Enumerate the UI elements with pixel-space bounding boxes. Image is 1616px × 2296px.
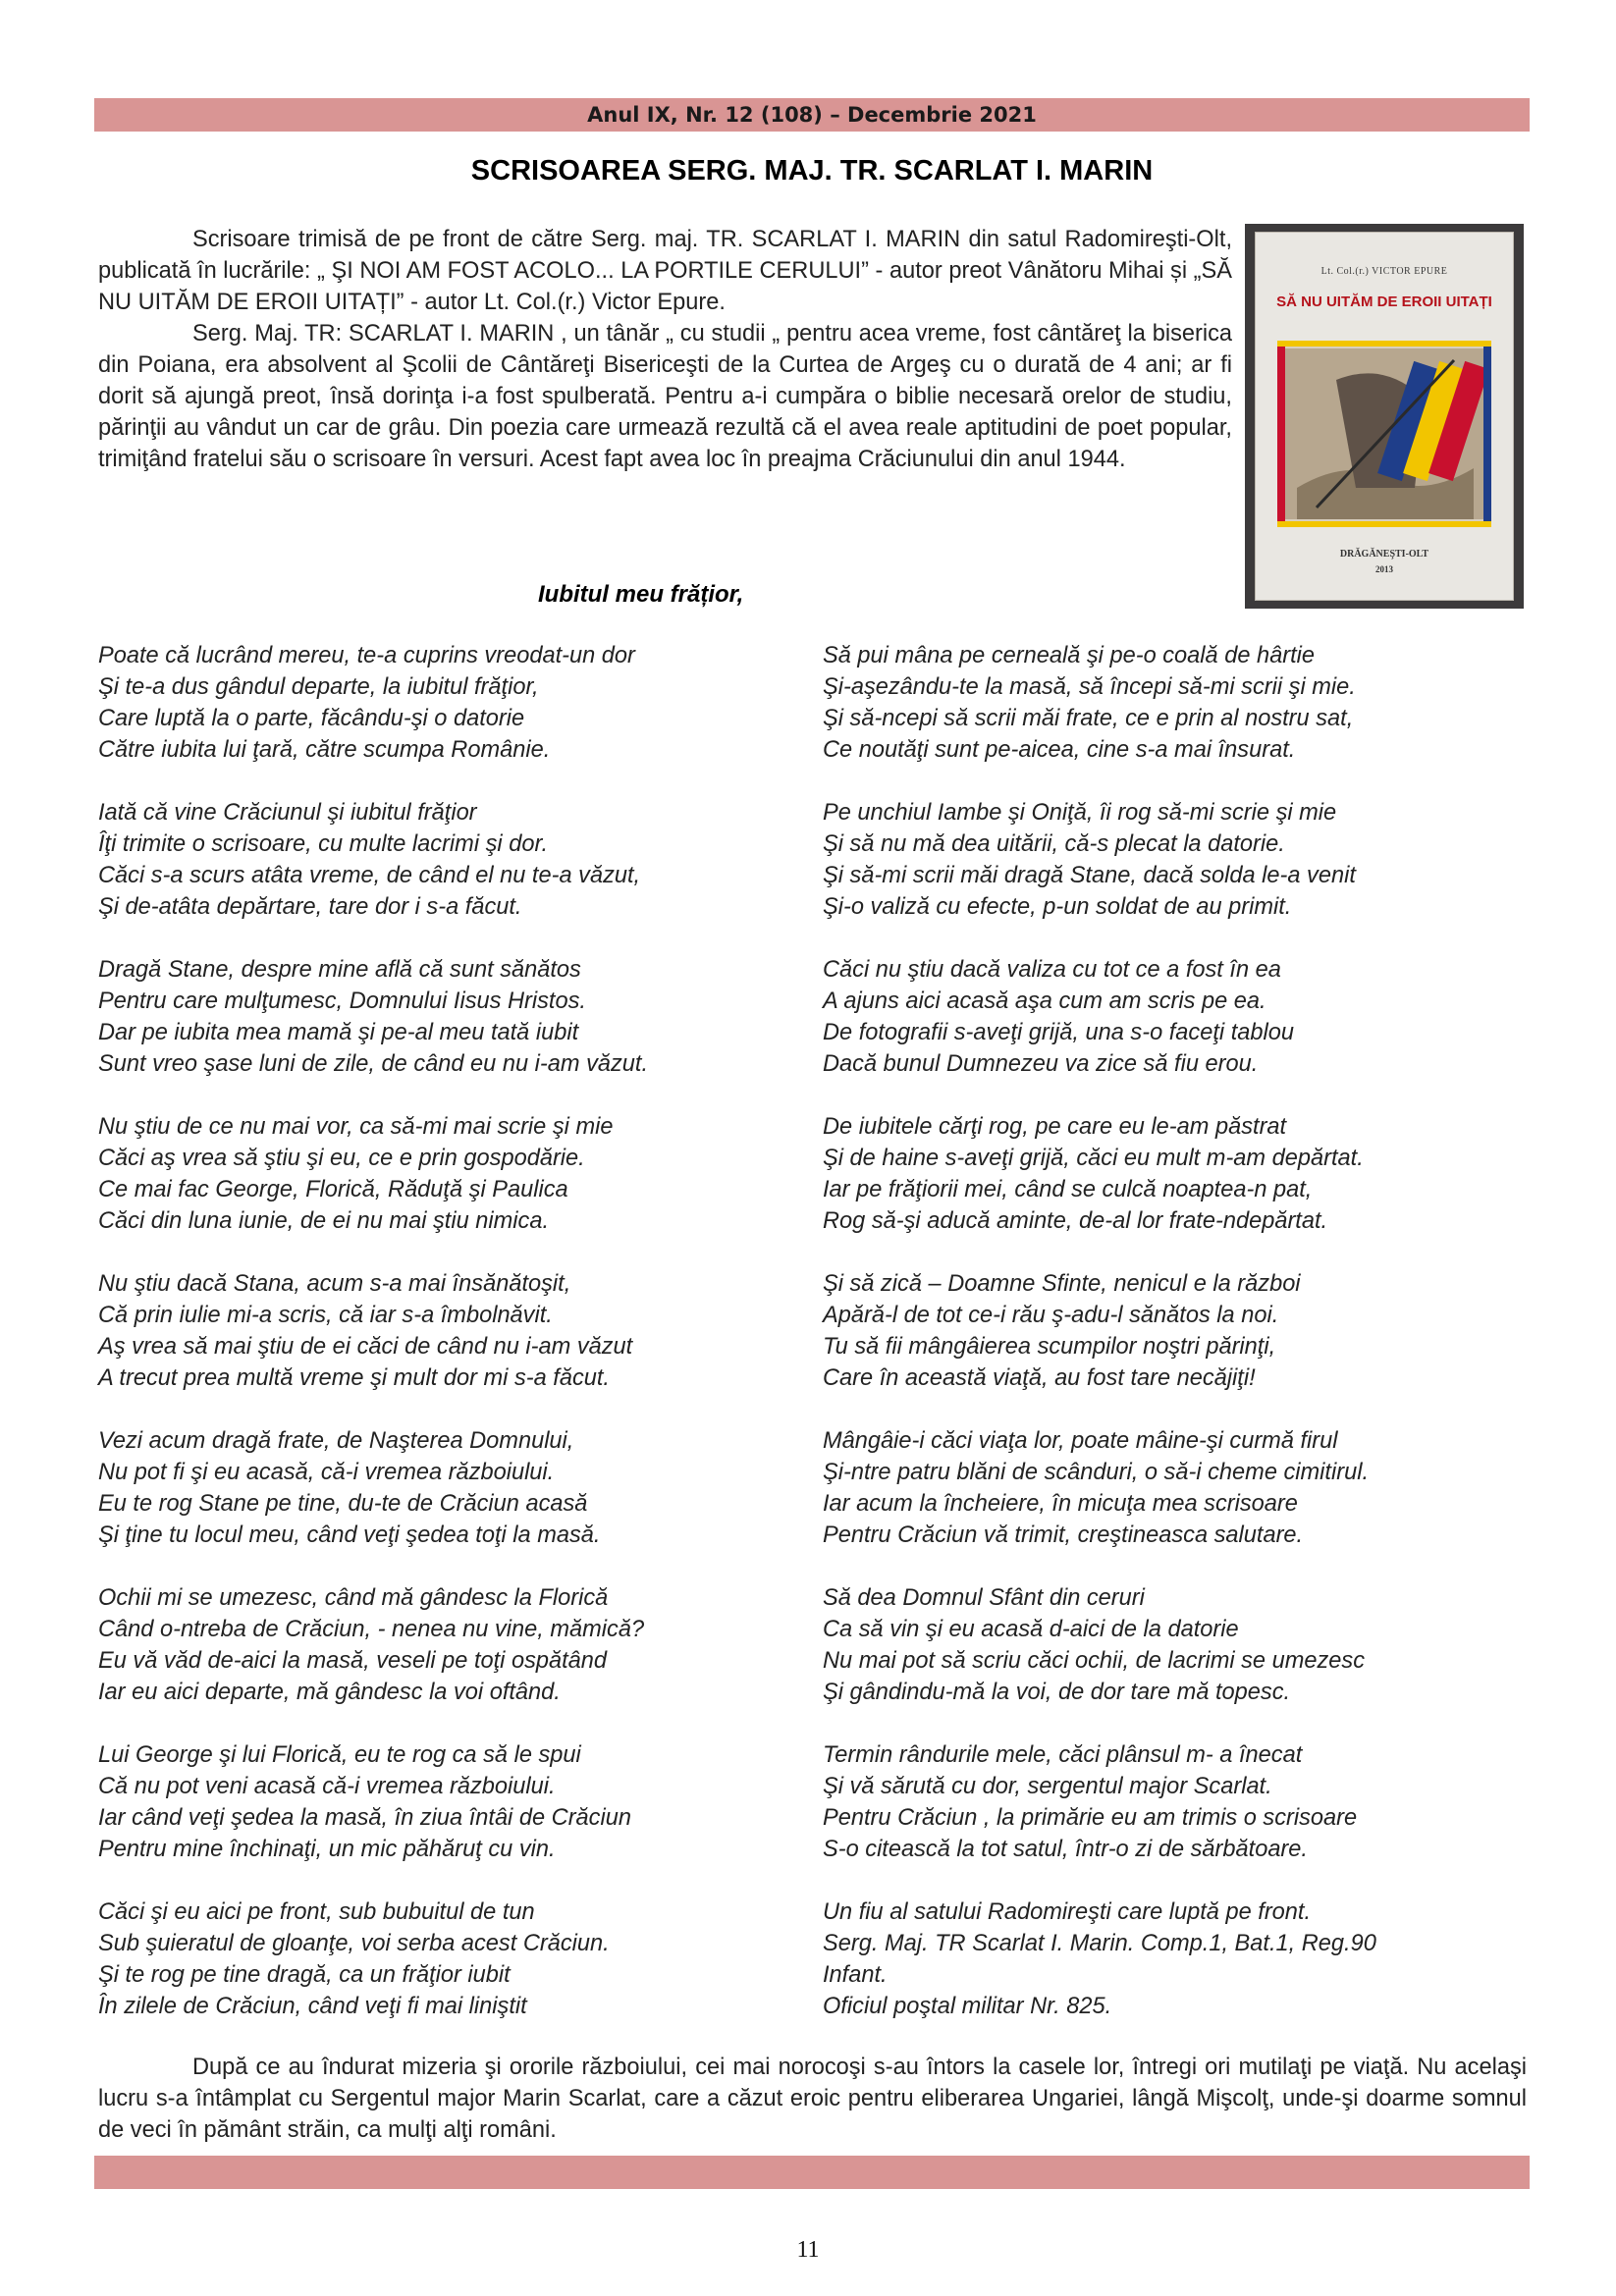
poem-line: Îţi trimite o scrisoare, cu multe lacrimi şi dor. <box>98 831 548 857</box>
poem-stanza <box>823 1425 1530 1551</box>
poem-line: Căci s-a scurs atâta vreme, de când el nu te-a văzut, <box>98 863 641 888</box>
poem-line: Nu pot fi şi eu acasă, că-i vremea războiului. <box>98 1460 555 1485</box>
closing-paragraph: După ce au îndurat mizeria şi ororile războiului, cei mai norocoşi s-au întors la casele lor, întregi ori mutilaţi pe viaţă. Nu acelaşi lucru s-a întâmplat cu Sergentul major Marin Scarlat, care a căzut eroic pentru eliberarea Ungariei, lângă Mişcolţ, unde-şi doarme somnul de veci în pământ străin, ca mulţi alţi români. <box>98 2055 1527 2143</box>
poem-line: Rog să-şi aducă aminte, de-al lor frate-ndepărtat. <box>823 1208 1328 1234</box>
poem-line: Termin rândurile mele, căci plânsul m- a înecat <box>823 1742 1303 1768</box>
poem-line: Căci şi eu aici pe front, sub bubuitul de tun <box>98 1899 535 1925</box>
poem-heading: Iubitul meu frățior, <box>538 581 744 608</box>
header-bar <box>94 98 1530 132</box>
poem-stanza <box>98 797 785 923</box>
poem-line: Pentru Crăciun vă trimit, creştineasca salutare. <box>823 1522 1304 1548</box>
poem-stanza <box>98 1896 785 2022</box>
poem-line: Sub şuieratul de gloanţe, voi serba acest Crăciun. <box>98 1931 610 1956</box>
poem-line: În zilele de Crăciun, când veţi fi mai liniştit <box>98 1994 527 2019</box>
poem-line: Pe unchiul Iambe şi Oniţă, îi rog să-mi scrie şi mie <box>823 800 1337 826</box>
poem-stanza <box>823 1111 1530 1237</box>
book-cover-image <box>1245 224 1524 609</box>
poem-line: Către iubita lui ţară, către scumpa Românie. <box>98 737 551 763</box>
poem-stanza <box>823 1896 1530 2022</box>
poem-line: Pentru Crăciun , la primărie eu am trimis o scrisoare <box>823 1805 1358 1831</box>
poem-column-right <box>823 640 1530 2054</box>
poem-line: Şi ţine tu locul meu, când veţi şedea toţi la masă. <box>98 1522 601 1548</box>
poem-line: Şi să-mi scrii măi dragă Stane, dacă solda le-a venit <box>823 863 1356 888</box>
intro-paragraph: Serg. Maj. TR: SCARLAT I. MARIN , un tânăr „ cu studii „ pentru acea vreme, fost cântăreţ la biserica din Poiana, era absolvent al Şcolii de Cântăreţi Bisericeşti de la Curtea de Argeş cu o durată de 4 ani; ar fi dorit să ajungă preot, însă dorinţa i-a fost spulberată. Pentru a-i cumpăra o biblie necesară orelor de studiu, părinţii au vândut un car de grâu. Din poezia care urmează rezultă că el avea reale aptitudini de poet popular, trimiţând fratelui său o scrisoare în versuri. Acest fapt avea loc în preajma Crăciunului din anul 1944. <box>98 321 1232 472</box>
poem-line: Iar acum la încheiere, în micuţa mea scrisoare <box>823 1491 1298 1517</box>
poem-line: Şi să zică – Doamne Sfinte, nenicul e la război <box>823 1271 1301 1297</box>
closing-text <box>98 2052 1527 2146</box>
poem-column-left <box>98 640 785 2054</box>
poem-line: Că nu pot veni acasă că-i vremea războiului. <box>98 1774 556 1799</box>
book-place: DRĂGĂNEŞTI-OLT <box>1339 549 1429 560</box>
poem-stanza <box>98 1582 785 1708</box>
poem-line: Eu te rog Stane pe tine, du-te de Crăciun acasă <box>98 1491 588 1517</box>
poem-line: De iubitele cărţi rog, pe care eu le-am păstrat <box>823 1114 1287 1140</box>
page-number: 11 <box>796 2237 820 2263</box>
poem-line: Nu ştiu dacă Stana, acum s-a mai însănătoşit, <box>98 1271 571 1297</box>
poem-line: Un fiu al satului Radomireşti care luptă pe front. <box>823 1899 1312 1925</box>
poem-stanza <box>98 1739 785 1865</box>
poem-line: Pentru care mulţumesc, Domnului Iisus Hristos. <box>98 988 586 1014</box>
poem-line: Ce mai fac George, Florică, Răduţă şi Paulica <box>98 1177 568 1202</box>
poem-line: Dacă bunul Dumnezeu va zice să fiu erou. <box>823 1051 1259 1077</box>
poem-line: Iar pe frăţiorii mei, când se culcă noaptea-n pat, <box>823 1177 1313 1202</box>
poem-line: Căci nu ştiu dacă valiza cu tot ce a fost în ea <box>823 957 1281 983</box>
poem-line: Nu ştiu de ce nu mai vor, ca să-mi mai scrie şi mie <box>98 1114 614 1140</box>
poem-line: S-o citească la tot satul, într-o zi de sărbătoare. <box>823 1837 1308 1862</box>
poem-line: Când o-ntreba de Crăciun, - nenea nu vine, mămică? <box>98 1617 645 1642</box>
poem-line: Iar când veţi şedea la masă, în ziua întâi de Crăciun <box>98 1805 631 1831</box>
poem-line: Şi gândindu-mă la voi, de dor tare mă topesc. <box>823 1680 1291 1705</box>
poem-line: Pentru mine închinaţi, un mic păhăruţ cu vin. <box>98 1837 556 1862</box>
intro-paragraph: Scrisoare trimisă de pe front de către Serg. maj. TR. SCARLAT I. MARIN din satul Radomireşti-Olt, publicată în lucrările: „ ŞI NOI AM FOST ACOLO... LA PORTILE CERULUI” - autor preot Vânătoru Mihai și „SĂ NU UITĂM DE EROII UITAȚI” - autor Lt. Col.(r.) Victor Epure. <box>98 227 1232 315</box>
poem-line: Ca să vin şi eu acasă d-aici de la datorie <box>823 1617 1239 1642</box>
poem-line: A ajuns aici acasă aşa cum am scris pe ea. <box>823 988 1266 1014</box>
poem-line: Iată că vine Crăciunul şi iubitul frăţior <box>98 800 477 826</box>
poem-line: Şi te rog pe tine dragă, ca un frăţior iubit <box>98 1962 511 1988</box>
poem-line: Şi să nu mă dea uitării, că-s plecat la datorie. <box>823 831 1285 857</box>
poem-line: De fotografii s-aveţi grijă, una s-o faceţi tablou <box>823 1020 1294 1045</box>
poem-stanza <box>823 1739 1530 1865</box>
poem-line: A trecut prea multă vreme şi mult dor mi s-a făcut. <box>98 1365 610 1391</box>
footer-bar <box>94 2156 1530 2189</box>
poem-line: Lui George şi lui Florică, eu te rog ca să le spui <box>98 1742 581 1768</box>
issue-label: Anul IX, Nr. 12 (108) – Decembrie 2021 <box>587 103 1037 127</box>
poem-line: Infant. <box>823 1962 888 1988</box>
poem-line: Şi-ntre patru blăni de scânduri, o să-i cheme cimitirul. <box>823 1460 1369 1485</box>
poem-line: Aş vrea să mai ştiu de ei căci de când nu i-am văzut <box>98 1334 633 1360</box>
intro-text <box>98 224 1232 475</box>
poem-line: Apără-l de tot ce-i rău ş-adu-l sănătos la noi. <box>823 1303 1279 1328</box>
poem-line: Serg. Maj. TR Scarlat I. Marin. Comp.1, Bat.1, Reg.90 <box>823 1931 1376 1956</box>
poem-line: Şi de haine s-aveţi grijă, căci eu mult m-am depărtat. <box>823 1146 1364 1171</box>
poem-line: Care luptă la o parte, făcându-şi o datorie <box>98 706 525 731</box>
poem-stanza <box>823 797 1530 923</box>
poem-line: Şi vă sărută cu dor, sergentul major Scarlat. <box>823 1774 1272 1799</box>
poem-line: Dar pe iubita mea mamă şi pe-al meu tată iubit <box>98 1020 579 1045</box>
poem-line: Şi-o valiză cu efecte, p-un soldat de au primit. <box>823 894 1292 920</box>
poem-line: Mângâie-i căci viaţa lor, poate mâine-şi curmă firul <box>823 1428 1338 1454</box>
poem-line: Eu vă văd de-aici la masă, veseli pe toţi ospătând <box>98 1648 608 1674</box>
poem-line: Oficiul poştal militar Nr. 825. <box>823 1994 1112 2019</box>
poem-line: Care în această viaţă, au fost tare necăjiţi! <box>823 1365 1256 1391</box>
poem-stanza <box>823 1582 1530 1708</box>
poem-line: Sunt vreo şase luni de zile, de când eu nu i-am văzut. <box>98 1051 649 1077</box>
poem-stanza <box>98 954 785 1080</box>
poem-line: Poate că lucrând mereu, te-a cuprins vreodat-un dor <box>98 643 635 668</box>
poem-line: Dragă Stane, despre mine află că sunt sănătos <box>98 957 581 983</box>
book-title: SĂ NU UITĂM DE EROII UITAȚI <box>1276 294 1492 310</box>
poem-line: Ce noutăţi sunt pe-aicea, cine s-a mai însurat. <box>823 737 1296 763</box>
poem-line: Să pui mâna pe cerneală şi pe-o coală de hârtie <box>823 643 1316 668</box>
poem-stanza <box>823 640 1530 766</box>
poem-line: Şi de-atâta depărtare, tare dor i s-a făcut. <box>98 894 522 920</box>
book-author: Lt. Col.(r.) VICTOR EPURE <box>1320 266 1448 277</box>
book-year: 2013 <box>1375 564 1393 574</box>
poem-stanza <box>98 1111 785 1237</box>
poem-line: Ochii mi se umezesc, când mă gândesc la Florică <box>98 1585 609 1611</box>
poem-stanza <box>98 1268 785 1394</box>
poem-line: Iar eu aici departe, mă gândesc la voi oftând. <box>98 1680 561 1705</box>
poem-line: Să dea Domnul Sfânt din ceruri <box>823 1585 1145 1611</box>
poem-stanza <box>823 1268 1530 1394</box>
poem-stanza <box>98 640 785 766</box>
poem-line: Nu mai pot să scriu căci ochii, de lacrimi se umezesc <box>823 1648 1366 1674</box>
book-cover-illustration <box>1277 341 1491 527</box>
poem-line: Vezi acum dragă frate, de Naşterea Domnului, <box>98 1428 574 1454</box>
book-cover-page <box>1255 232 1514 601</box>
poem-line: Că prin iulie mi-a scris, că iar s-a îmbolnăvit. <box>98 1303 553 1328</box>
poem-line: Şi să-ncepi să scrii măi frate, ce e prin al nostru sat, <box>823 706 1354 731</box>
poem-stanza <box>98 1425 785 1551</box>
poem-line: Şi te-a dus gândul departe, la iubitul frăţior, <box>98 674 539 700</box>
article-title: SCRISOAREA SERG. MAJ. TR. SCARLAT I. MARIN <box>470 155 1154 187</box>
poem-line: Căci din luna iunie, de ei nu mai ştiu nimica. <box>98 1208 550 1234</box>
poem-line: Tu să fii mângâierea scumpilor noştri părinţi, <box>823 1334 1276 1360</box>
poem-line: Şi-aşezându-te la masă, să începi să-mi scrii şi mie. <box>823 674 1356 700</box>
poem-line: Căci aş vrea să ştiu şi eu, ce e prin gospodărie. <box>98 1146 585 1171</box>
poem-stanza <box>823 954 1530 1080</box>
